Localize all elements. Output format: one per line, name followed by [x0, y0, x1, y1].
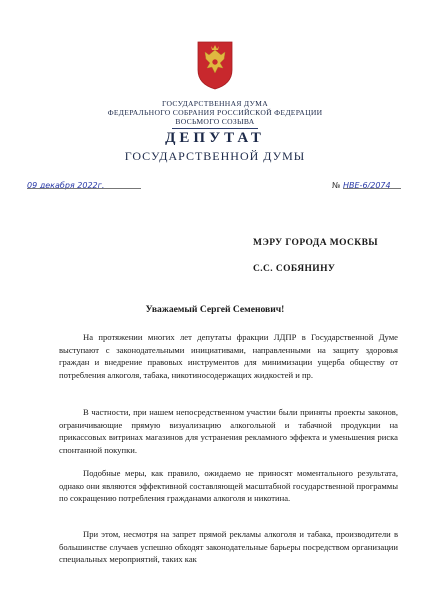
header-divider — [172, 128, 258, 129]
salutation: Уважаемый Сергей Семенович! — [145, 304, 285, 315]
document-date: 09 декабря 2022г. — [27, 181, 105, 190]
header-line-2: ФЕДЕРАЛЬНОГО СОБРАНИЯ РОССИЙСКОЙ ФЕДЕРАЦИИ — [107, 108, 323, 117]
body-paragraph-2: В частности, при нашем непосредственном участии были приняты проекты законов, ограничивающие прямую визуализацию алкогольной и табачной продукции на прикассовых витринах магазинов для устранения рекламного эффекта и уменьшения риска спонтанной покупки. — [59, 407, 398, 455]
body-paragraph-3: Подобные меры, как правило, ожидаемо не приносят моментального результата, однако они являются эффективной составляющей масштабной государственной программы по сокращению потребления гражданами алкоголя и никотина. — [59, 468, 398, 503]
body-paragraph-4: При этом, несмотря на запрет прямой рекламы алкоголя и табака, производители в большинстве случаев успешно обходят законодательные барьеры посредством организации специальных мероприятий, таких как — [59, 529, 398, 564]
addressee-name: С.С. СОБЯНИНУ — [253, 264, 336, 274]
number-underline — [343, 188, 401, 189]
header-line-3: ВОСЬМОГО СОЗЫВА — [175, 117, 255, 126]
letterhead-subtitle: ГОСУДАРСТВЕННОЙ ДУМЫ — [124, 149, 306, 163]
addressee-position: МЭРУ ГОРОДА МОСКВЫ — [253, 238, 379, 248]
letterhead-title: ДЕПУТАТ — [165, 130, 265, 146]
body-paragraph-1: На протяжении многих лет депутаты фракции ЛДПР в Государственной Думе выступают с законодательными инициативами, направленными на защиту здоровья граждан и внедрение правовых инструментов для минимизации ущерба обществу от потребления алкоголя, табака, никотиносодержащих жидкостей и пр. — [59, 332, 398, 380]
header-line-1: ГОСУДАРСТВЕННАЯ ДУМА — [161, 99, 269, 108]
coat-of-arms-icon — [196, 40, 234, 90]
date-underline — [27, 188, 141, 189]
document-number: НВЕ-6/2074 — [343, 181, 391, 190]
number-label: № — [332, 181, 341, 190]
